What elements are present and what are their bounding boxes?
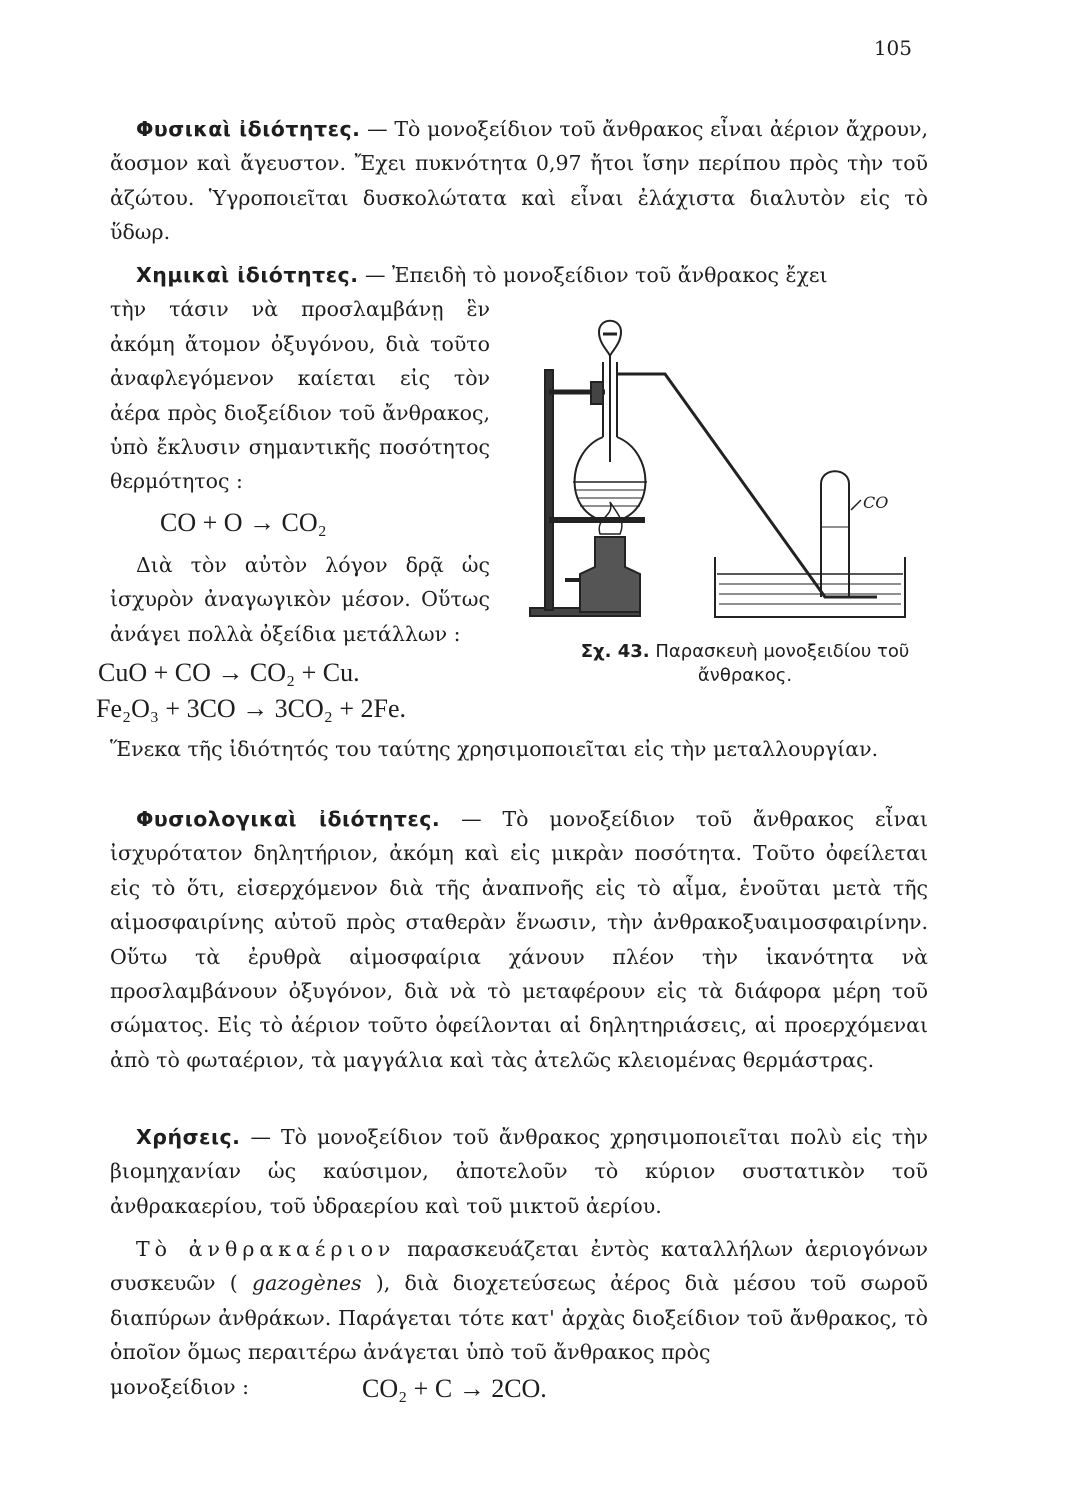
gas-collecting-tube	[821, 471, 849, 597]
apparatus-illustration	[525, 312, 915, 632]
uses-heading: Χρήσεις.	[136, 1125, 241, 1149]
physical-properties-heading: Φυσικαὶ ἰδιότητες.	[136, 117, 361, 141]
reducing-agent-text: Διὰ τὸν αὐτὸν λόγον δρᾷ ὡς ἰσχυρὸν ἀναγωγικὸν μέσον. Οὕτως ἀνάγει πολλὰ ὀξείδια μετάλλων :	[110, 553, 490, 646]
pneumatic-trough	[715, 557, 905, 617]
metallurgy-section	[110, 732, 928, 766]
metallurgy-text: Ἕνεκα τῆς ἰδιότητός του ταύτης χρησιμοποιεῖται εἰς τὴν μεταλλουργίαν.	[110, 737, 879, 761]
figure-caption	[565, 640, 925, 688]
figure-caption-text: Παρασκευὴ μονοξειδίου τοῦ ἄνθρακος.	[649, 641, 910, 686]
chemical-properties-heading: Χημικαὶ ἰδιότητες.	[136, 263, 359, 287]
coal-gas-text-after: ), διὰ διοχετεύσεως ἀέρος διὰ μέσου τοῦ σωροῦ διαπύρων ἀνθράκων. Παράγεται τότε κατ' ἀρχὰς διοξείδιον τοῦ ἄνθρακος, τὸ ὁποῖον ὅμως περαιτέρω ἀνάγεται ὑπὸ τοῦ ἄνθρακος πρὸς	[110, 1271, 928, 1365]
uses-section	[110, 1120, 928, 1223]
page-number: 105	[873, 36, 912, 60]
equation-co-combustion: CO + O → CO₂	[160, 508, 327, 537]
physiological-properties-section	[110, 802, 928, 1077]
coal-gas-last-line: μονοξείδιον :	[110, 1374, 250, 1399]
uses-paragraph	[110, 1120, 928, 1223]
chemical-properties-first-line	[110, 258, 928, 292]
coal-gas-paragraph	[110, 1232, 928, 1370]
chemical-properties-narrow-text: τὴν τάσιν νὰ προσλαμβάνῃ ἓν ἀκόμη ἄτομον ὀξυγόνου, διὰ τοῦτο ἀναφλεγόμενον καίεται εἰς τὸν ἀέρα πρὸς διοξείδιον τοῦ ἄνθρακος, ὑπὸ ἔκλυσιν σημαντικῆς ποσότητος θερμότητος :	[110, 297, 490, 494]
physical-properties-section	[110, 112, 928, 250]
equation-copper-reduction: CuO + CO → CO₂ + Cu.	[98, 658, 360, 687]
delivery-tube	[617, 374, 877, 597]
dropping-funnel	[599, 321, 621, 356]
physiological-properties-heading: Φυσιολογικαὶ ἰδιότητες.	[136, 807, 441, 831]
equation-iron-reduction: Fe₂O₃ + 3CO → 3CO₂ + 2Fe.	[96, 694, 407, 723]
bunsen-burner	[580, 537, 640, 612]
physiological-properties-text: — Τὸ μονοξείδιον τοῦ ἄνθρακος εἶναι ἰσχυρότατον δηλητήριον, ἀκόμη καὶ εἰς μικρὰν ποσότητα. Τοῦτο ὀφείλεται εἰς τὸ ὅτι, εἰσερχόμενον διὰ τῆς ἀναπνοῆς εἰς τὸ αἷμα, ἑνοῦται μετὰ τῆς αἱμοσφαιρίνης αὐτοῦ πρὸς σταθερὰν ἕνωσιν, τὴν ἀνθρακοξυαιμοσφαιρίνην. Οὕτω τὰ ἐρυθρὰ αἱμοσφαίρια χάνουν πλέον τὴν ἱκανότητα νὰ προσλαμβάνουν ὀξυγόνον, διὰ νὰ τὸ μεταφέρουν εἰς τὰ διάφορα μέρη τοῦ σώματος. Εἰς τὸ ἀέριον τοῦτο ὀφείλονται αἱ δηλητηριάσεις, αἱ προερχόμεναι ἀπὸ τὸ φωταέριον, τὰ μαγγάλια καὶ τὰς ἀτελῶς κλειομένας θερμάστρας.	[110, 807, 928, 1072]
physical-properties-text: — Τὸ μονοξείδιον τοῦ ἄνθρακος εἶναι ἀέριον ἄχρουν, ἄοσμον καὶ ἄγευστον. Ἔχει πυκνότητα 0,97 ἤτοι ἴσην περίπου πρὸς τὴν τοῦ ἀζώτου. Ὑγροποιεῖται δυσκολώτατα καὶ εἶναι ἐλάχιστα διαλυτὸν εἰς τὸ ὕδωρ.	[110, 117, 928, 245]
coal-gas-text-before: παρασκευάζεται ἐντὸς καταλλήλων ἀεριογόνων συσκευῶν (	[110, 1237, 929, 1296]
physiological-properties-paragraph	[110, 802, 928, 1077]
stand-rod	[545, 370, 553, 610]
figure-label: Σχ. 43.	[580, 641, 650, 662]
chemical-properties-line1: — Ἐπειδὴ τὸ μονοξείδιον τοῦ ἄνθρακος ἔχει	[358, 263, 828, 287]
gazogenes-term: gazogènes	[251, 1271, 362, 1296]
clamp-head	[591, 382, 603, 404]
uses-text: — Τὸ μονοξείδιον τοῦ ἄνθρακος χρησιμοποιεῖται πολὺ εἰς τὴν βιομηχανίαν ὡς καύσιμον, ἀποτελοῦν τὸ κύριον συστατικὸν τοῦ ἀνθρακαερίου, τοῦ ὑδραερίου καὶ τοῦ μικτοῦ ἀερίου.	[110, 1125, 928, 1218]
coal-gas-term: Τὸ ἀνθρακαέριον	[136, 1237, 396, 1261]
apparatus-figure	[525, 312, 915, 632]
equation-carbon-reduction: CO₂ + C → 2CO.	[362, 1374, 547, 1403]
co-gas-label: CO	[863, 493, 889, 512]
physical-properties-paragraph	[110, 112, 928, 250]
